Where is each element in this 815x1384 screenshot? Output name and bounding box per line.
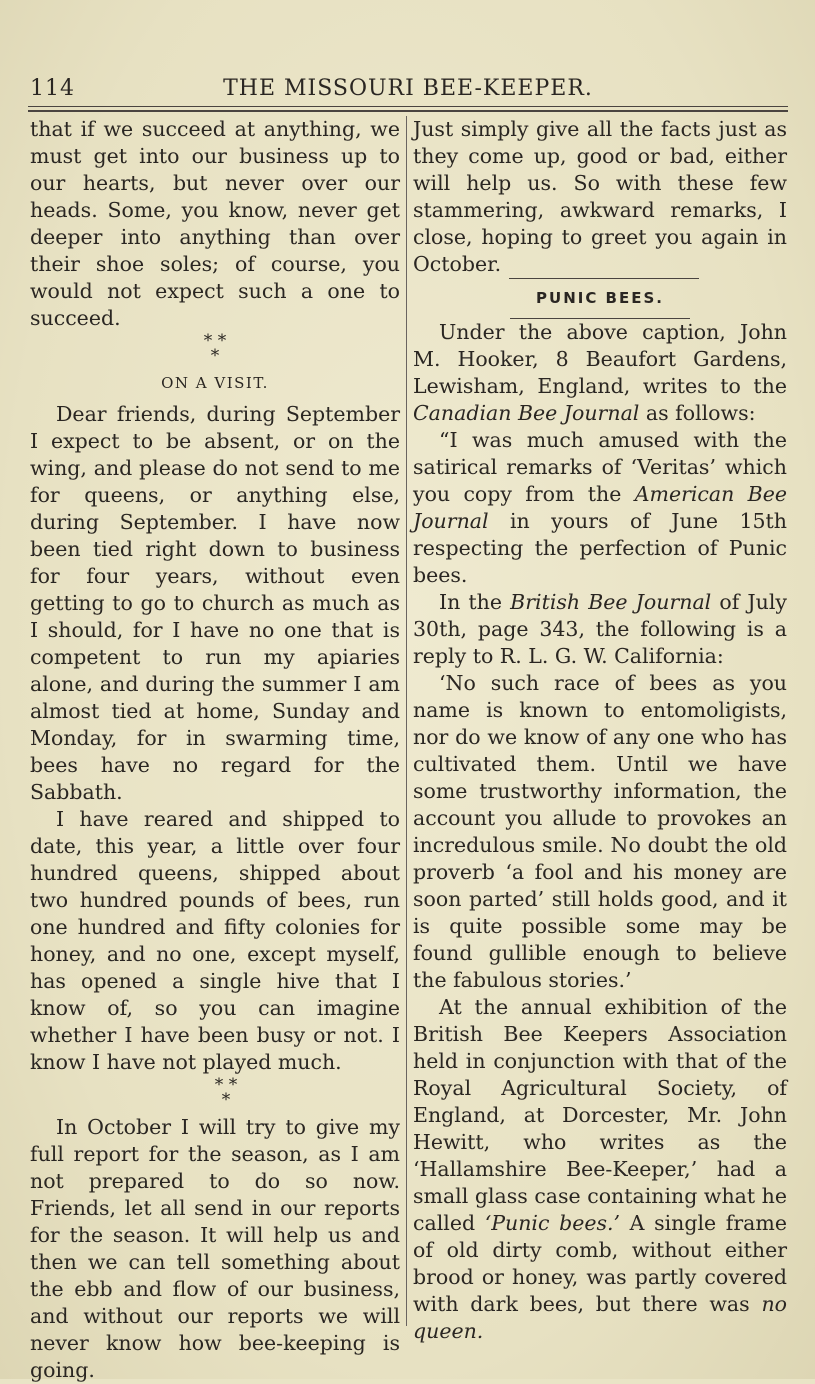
- header-rule: [28, 106, 788, 107]
- paragraph: [413, 994, 787, 1345]
- text-run: In the: [439, 590, 503, 614]
- text-run: of July 30th, page 343, the following is a reply to R. L. G. W. California:: [413, 590, 787, 668]
- italic-phrase: no queen.: [413, 1292, 787, 1343]
- text-run: in yours of June 15th respecting the perfection of Punic bees.: [413, 509, 787, 587]
- journal-title: American Bee Journal: [413, 482, 787, 533]
- paragraph: [413, 427, 787, 589]
- right-column: [413, 116, 787, 1345]
- paragraph: [413, 589, 787, 670]
- text-run: A single frame of old dirty comb, without either brood or honey, was partly covered with dark bees, but there was: [413, 1211, 787, 1316]
- stars-bottom: *: [221, 1090, 231, 1110]
- stars-top: * *: [203, 331, 227, 351]
- paragraph: Just simply give all the facts just as they come up, good or bad, either will help us. So with these few stammering, awkward remarks, I close, hoping to greet you again in October.: [413, 117, 787, 276]
- running-title: THE MISSOURI BEE-KEEPER.: [223, 76, 593, 101]
- page-header: [28, 76, 788, 106]
- section-rule: [509, 278, 699, 279]
- section-divider-stars: [30, 331, 400, 366]
- section-subheading: ON A VISIT.: [161, 374, 269, 392]
- italic-phrase: ‘Punic bees.’: [484, 1211, 621, 1235]
- paragraph: ‘No such race of bees as you name is known to entomoligists, nor do we know of any one who has cultivated them. Until we have some trustworthy information, the account you allude to provokes an incredulous smile. No doubt the old proverb ‘a fool and his money are soon parted’ still holds good, and it is quite possible some may be found gullible enough to believe the fabulous stories.’: [413, 671, 787, 992]
- paragraph: In October I will try to give my full report for the season, as I am not prepared to do so now. Friends, let all send in our reports for the season. It will help us and then we can tell something about the ebb and flow of our business, and without our reports we will never know how bee-keeping is going.: [30, 1115, 400, 1382]
- journal-title: British Bee Journal: [510, 590, 712, 614]
- left-column: [30, 116, 400, 1384]
- text-run: Under the above caption, John M. Hooker, 8 Beaufort Gardens, Lewisham, England, writes to the: [413, 320, 787, 398]
- paragraph: that if we succeed at anything, we must get into our business up to our hearts, but never over our heads. Some, you know, never get deeper into anything than over their shoe soles; of course, you would not expect such a one to succeed.: [30, 117, 400, 330]
- page-number: 114: [30, 76, 75, 101]
- article-heading: PUNIC BEES.: [536, 289, 664, 307]
- column-divider: [406, 116, 407, 1326]
- paragraph: [413, 319, 787, 427]
- journal-title: Canadian Bee Journal: [413, 401, 640, 425]
- text-run: “I was much amused with the satirical remarks of ‘Veritas’ which you copy from the: [413, 428, 787, 506]
- stars-bottom: *: [210, 346, 220, 366]
- section-divider-stars: [30, 1075, 400, 1110]
- stars-top: * *: [214, 1075, 238, 1095]
- paragraph: I have reared and shipped to date, this year, a little over four hundred queens, shipped about two hundred pounds of bees, run one hundred and fifty colonies for honey, and no one, except myself, has opened a single hive that I know of, so you can imagine whether I have been busy or not. I know I have not played much.: [30, 807, 400, 1074]
- text-run: At the annual exhibition of the British Bee Keepers Association held in conjunction with that of the Royal Agricultural Society, of England, at Dorcester, Mr. John Hewitt, who writes as the ‘Hallamshire Bee-Keeper,’ had a small glass case containing what he called: [413, 995, 787, 1235]
- text-run: as follows:: [645, 401, 756, 425]
- header-rule-thick: [28, 110, 788, 112]
- paragraph: Dear friends, during September I expect to be absent, or on the wing, and please do not send to me for queens, or anything else, during September. I have now been tied right down to business for four years, without even getting to go to church as much as I should, for I have no one that is competent to run my apiaries alone, and during the summer I am almost tied at home, Sunday and Monday, for in swarming time, bees have no regard for the Sabbath.: [30, 402, 400, 804]
